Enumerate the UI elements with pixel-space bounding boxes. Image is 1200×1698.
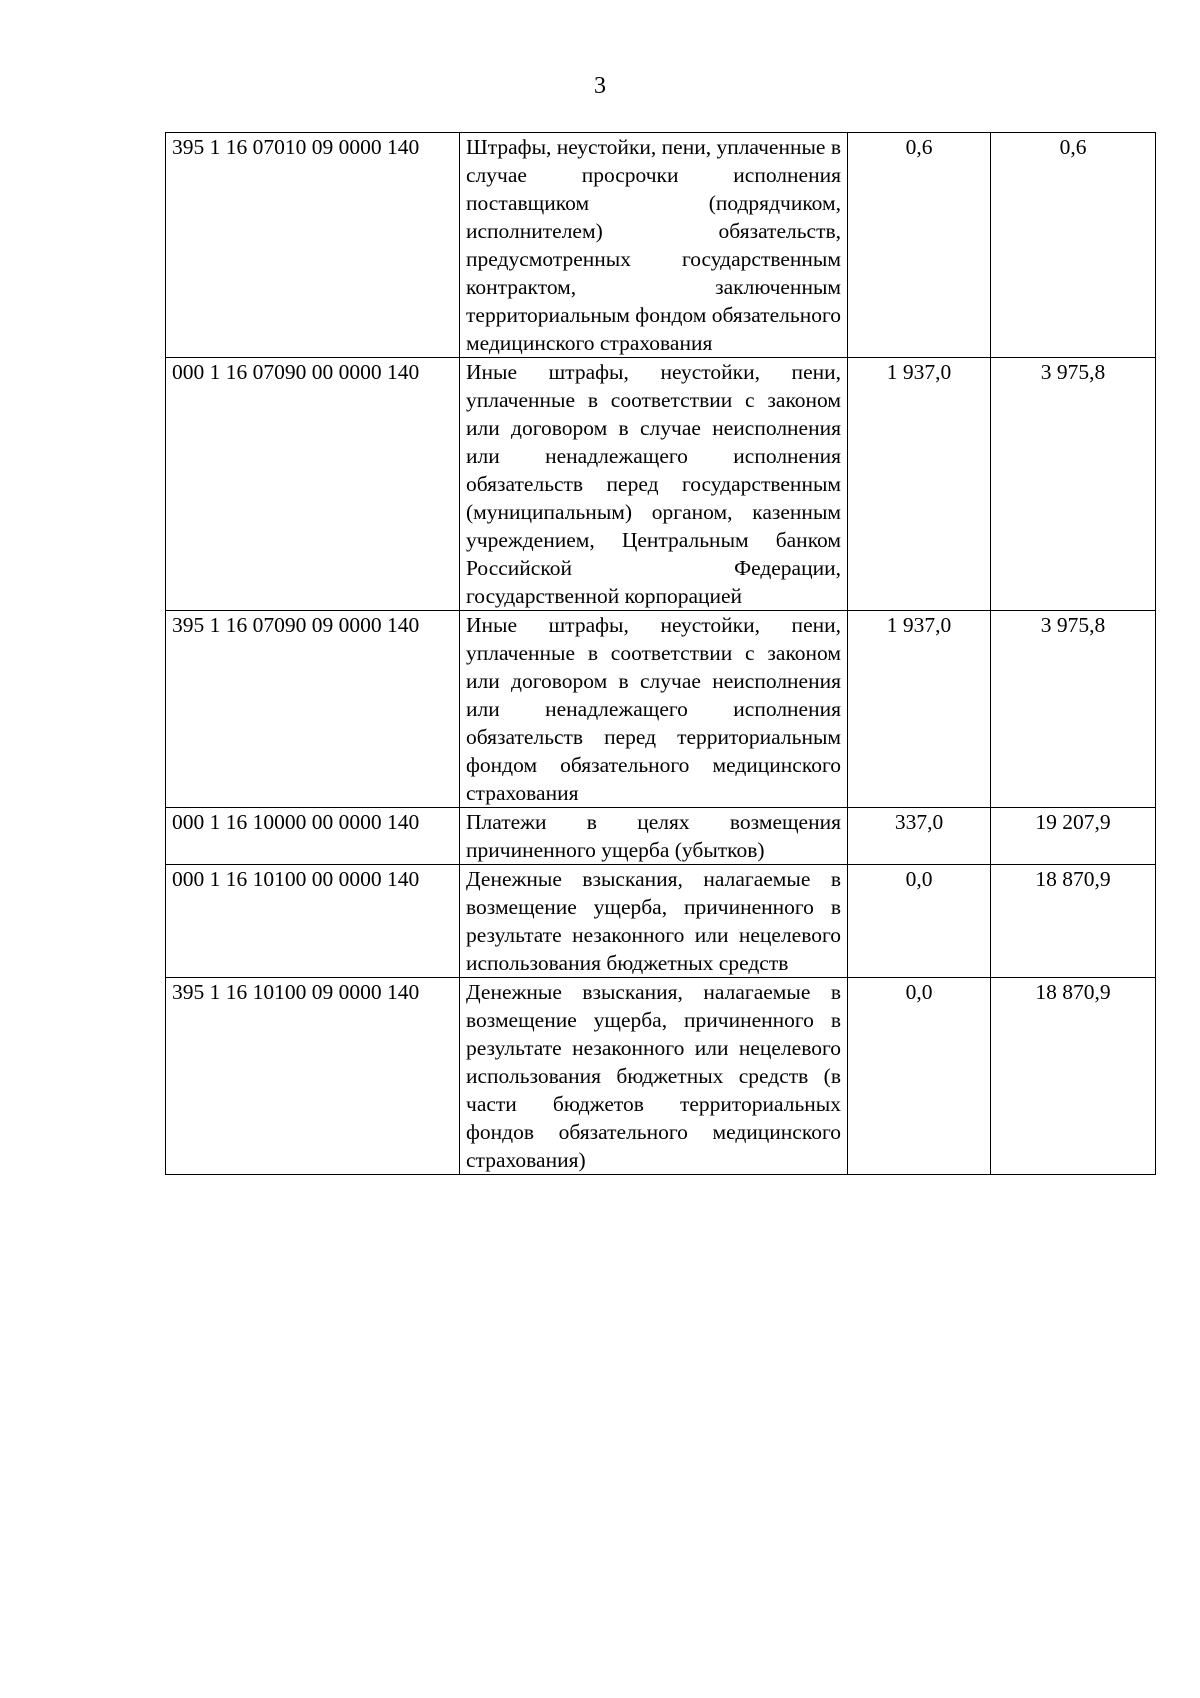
amount-col2: 3 975,8 xyxy=(991,358,1156,611)
revenue-name: Иные штрафы, неустойки, пени, уплаченные в соответствии с законом или договором в случае неисполнения или ненадлежащего исполнения обязательств перед государственным (муниципальным) органом, казенным учреждением, Центральным банком Российской Федерации, государственной корпорацией xyxy=(460,358,848,611)
table-row xyxy=(166,611,1156,808)
budget-revenue-table xyxy=(165,132,1156,1175)
amount-col1: 1 937,0 xyxy=(848,611,991,808)
revenue-name: Штрафы, неустойки, пени, уплаченные в случае просрочки исполнения поставщиком (подрядчиком, исполнителем) обязательств, предусмотренных государственным контрактом, заключенным территориальным фондом обязательного медицинского страхования xyxy=(460,133,848,358)
revenue-name: Иные штрафы, неустойки, пени, уплаченные в соответствии с законом или договором в случае неисполнения или ненадлежащего исполнения обязательств перед территориальным фондом обязательного медицинского страхования xyxy=(460,611,848,808)
revenue-name: Денежные взыскания, налагаемые в возмещение ущерба, причиненного в результате незаконного или нецелевого использования бюджетных средств xyxy=(460,865,848,978)
revenue-name: Платежи в целях возмещения причиненного ущерба (убытков) xyxy=(460,808,848,865)
table-row xyxy=(166,358,1156,611)
amount-col2: 19 207,9 xyxy=(991,808,1156,865)
amount-col2: 0,6 xyxy=(991,133,1156,358)
table-row xyxy=(166,808,1156,865)
table-row xyxy=(166,133,1156,358)
classification-code: 395 1 16 10100 09 0000 140 xyxy=(166,978,460,1175)
table-row xyxy=(166,865,1156,978)
classification-code: 000 1 16 10000 00 0000 140 xyxy=(166,808,460,865)
amount-col1: 0,0 xyxy=(848,978,991,1175)
amount-col1: 337,0 xyxy=(848,808,991,865)
revenue-name: Денежные взыскания, налагаемые в возмещение ущерба, причиненного в результате незаконного или нецелевого использования бюджетных средств (в части бюджетов территориальных фондов обязательного медицинского страхования) xyxy=(460,978,848,1175)
page-number: 3 xyxy=(594,73,606,99)
amount-col2: 18 870,9 xyxy=(991,865,1156,978)
amount-col1: 0,0 xyxy=(848,865,991,978)
amount-col1: 0,6 xyxy=(848,133,991,358)
classification-code: 395 1 16 07090 09 0000 140 xyxy=(166,611,460,808)
classification-code: 000 1 16 10100 00 0000 140 xyxy=(166,865,460,978)
classification-code: 395 1 16 07010 09 0000 140 xyxy=(166,133,460,358)
table-row xyxy=(166,978,1156,1175)
amount-col1: 1 937,0 xyxy=(848,358,991,611)
amount-col2: 3 975,8 xyxy=(991,611,1156,808)
classification-code: 000 1 16 07090 00 0000 140 xyxy=(166,358,460,611)
amount-col2: 18 870,9 xyxy=(991,978,1156,1175)
